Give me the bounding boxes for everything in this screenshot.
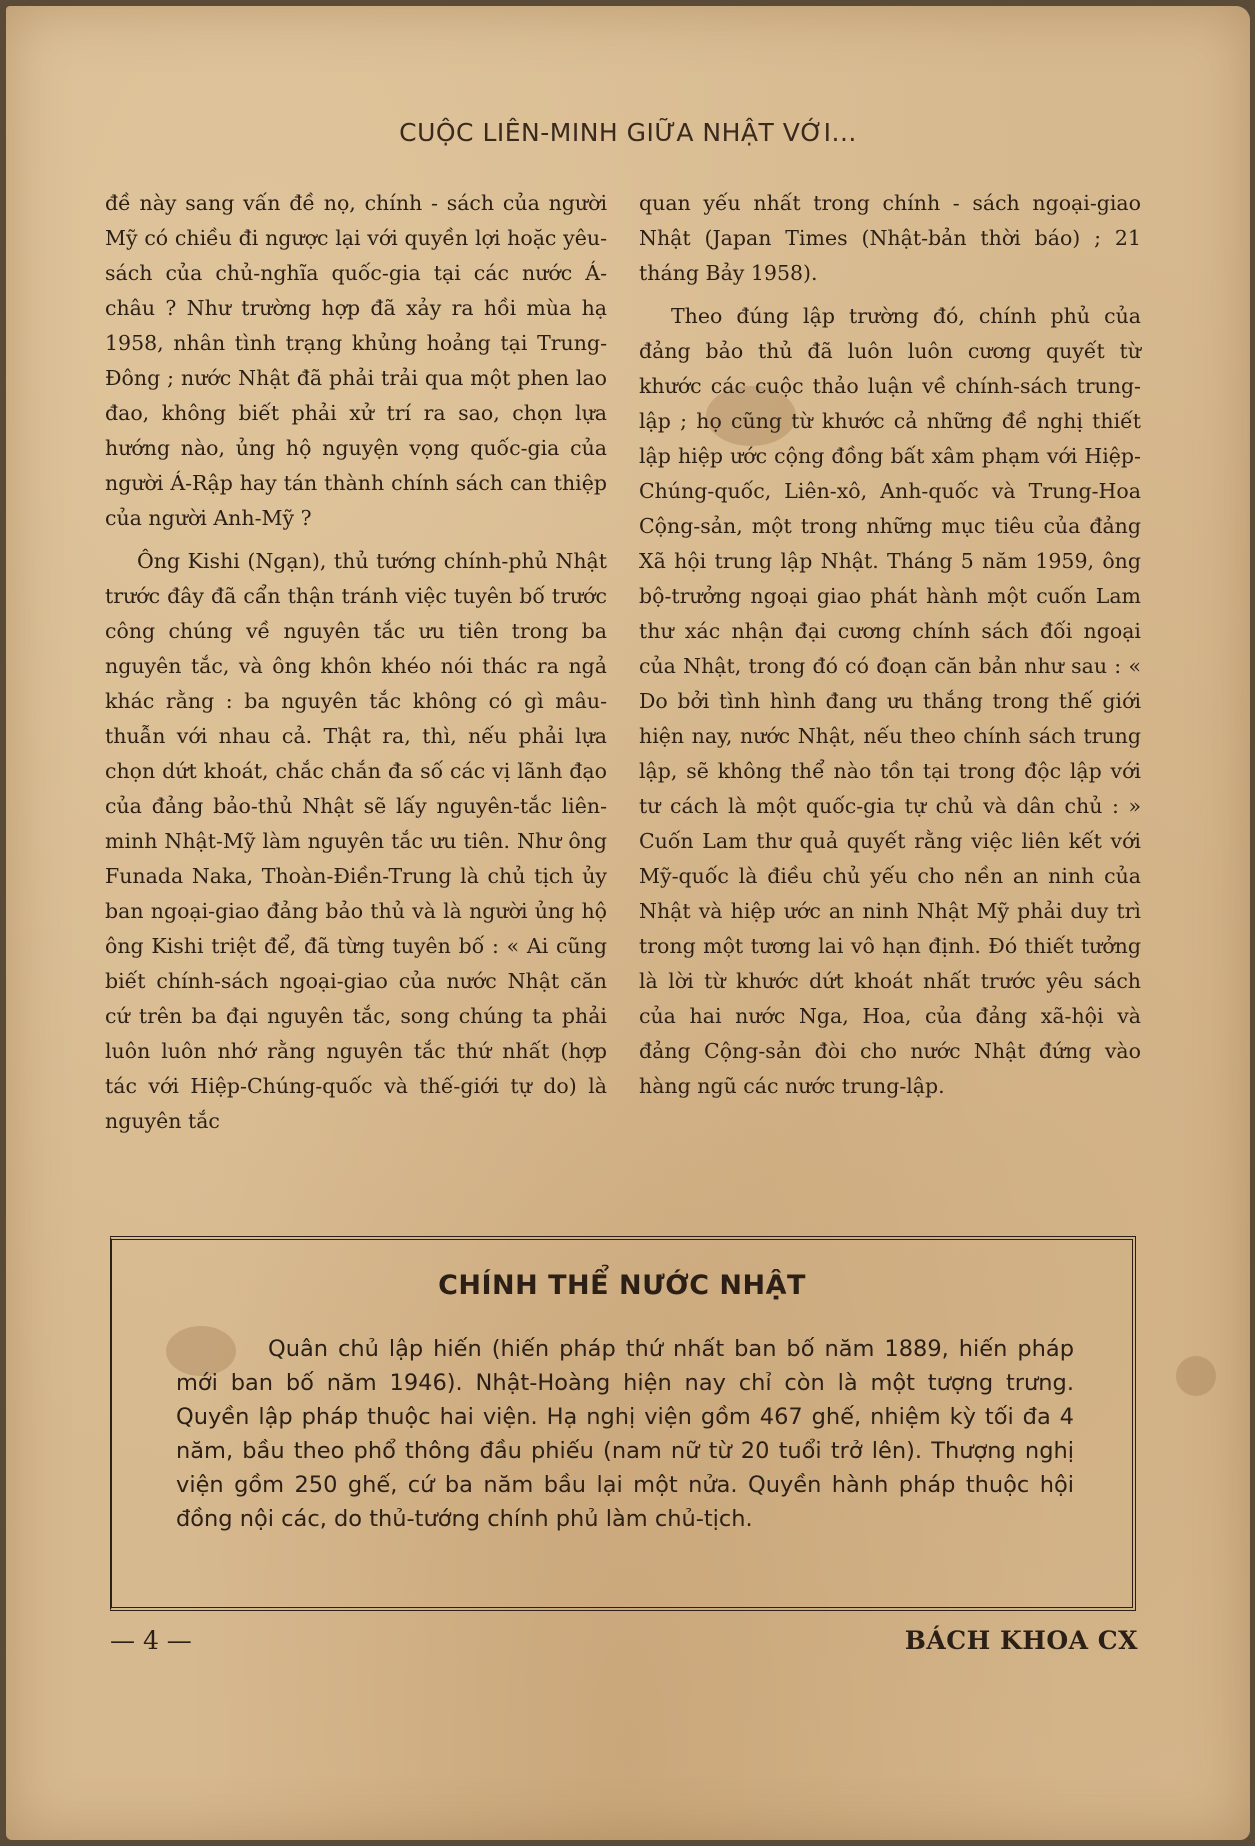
sidebar-box [110, 1236, 1136, 1611]
paragraph: Ông Kishi (Ngạn), thủ tướng chính-phủ Nhật trước đây đã cẩn thận tránh việc tuyên bố trước công chúng về nguyên tắc ưu tiên trong ba nguyên tắc, và ông khôn khéo nói thác ra ngả khác rằng : ba nguyên tắc không có gì mâu-thuẫn với nhau cả. Thật ra, thì, nếu phải lựa chọn dứt khoát, chắc chắn đa số các vị lãnh đạo của đảng bảo-thủ Nhật sẽ lấy nguyên-tắc liên-minh Nhật-Mỹ làm nguyên tắc ưu tiên. Như ông Funada Naka, Thoàn-Điền-Trung là chủ tịch ủy ban ngoại-giao đảng bảo thủ và là người ủng hộ ông Kishi triệt để, đã từng tuyên bố : « Ai cũng biết chính-sách ngoại-giao của nước Nhật căn cứ trên ba đại nguyên tắc, song chúng ta phải luôn luôn nhớ rằng nguyên tắc thứ nhất (hợp tác với Hiệp-Chúng-quốc và thế-giới tự do) là nguyên tắc [105, 549, 607, 1133]
right-column [639, 186, 1141, 1112]
box-title: CHÍNH THỂ NƯỚC NHẬT [438, 1270, 806, 1301]
paragraph: Theo đúng lập trường đó, chính phủ của đảng bảo thủ đã luôn luôn cương quyết từ khước các cuộc thảo luận về chính-sách trung-lập ; họ cũng từ khước cả những đề nghị thiết lập hiệp ước cộng đồng bất xâm phạm với Hiệp-Chúng-quốc, Liên-xô, Anh-quốc và Trung-Hoa Cộng-sản, một trong những mục tiêu của đảng Xã hội trung lập Nhật. Tháng 5 năm 1959, ông bộ-trưởng ngoại giao phát hành một cuốn Lam thư xác nhận đại cương chính sách đối ngoại của Nhật, trong đó có đoạn căn bản như sau : « Do bởi tình hình đang ưu thắng trong thế giới hiện nay, nước Nhật, nếu theo chính sách trung lập, sẽ không thể nào tồn tại trong độc lập với tư cách là một quốc-gia tự chủ và dân chủ : » Cuốn Lam thư quả quyết rằng việc liên kết với Mỹ-quốc là điều chủ yếu cho nền an ninh của Nhật và hiệp ước an ninh Nhật Mỹ phải duy trì trong một tương lai vô hạn định. Đó thiết tưởng là lời từ khước dứt khoát nhất trước yêu sách của hai nước Nga, Hoa, của đảng xã-hội và đảng Cộng-sản đòi cho nước Nhật đứng vào hàng ngũ các nước trung-lập. [639, 304, 1141, 1098]
running-title: CUỘC LIÊN-MINH GIỮA NHẬT VỚI... [399, 118, 857, 147]
magazine-name: BÁCH KHOA CX [904, 1626, 1138, 1655]
page-number: — 4 — [110, 1626, 192, 1655]
paragraph: đề này sang vấn đề nọ, chính - sách của người Mỹ có chiều đi ngược lại với quyền lợi hoặc yêu-sách của chủ-nghĩa quốc-gia tại các nước Á-châu ? Như trường hợp đã xảy ra hồi mùa hạ 1958, nhân tình trạng khủng hoảng tại Trung-Đông ; nước Nhật đã phải trải qua một phen lao đao, không biết phải xử trí ra sao, chọn lựa hướng nào, ủng hộ nguyện vọng quốc-gia của người Á-Rập hay tán thành chính sách can thiệp của người Anh-Mỹ ? [105, 191, 607, 530]
left-column [105, 186, 607, 1147]
paragraph: quan yếu nhất trong chính - sách ngoại-giao Nhật (Japan Times (Nhật-bản thời báo) ; 21 tháng Bảy 1958). [639, 191, 1141, 285]
paper-stain [1176, 1356, 1216, 1396]
box-text: Quân chủ lập hiến (hiến pháp thứ nhất ban bố năm 1889, hiến pháp mới ban bố năm 1946). Nhật-Hoàng hiện nay chỉ còn là một tượng trưng. Quyền lập pháp thuộc hai viện. Hạ nghị viện gồm 467 ghế, nhiệm kỳ tối đa 4 năm, bầu theo phổ thông đầu phiếu (nam nữ từ 20 tuổi trở lên). Thượng nghị viện gồm 250 ghế, cứ ba năm bầu lại một nửa. Quyền hành pháp thuộc hội đồng nội các, do thủ-tướng chính phủ làm chủ-tịch. [176, 1336, 1074, 1532]
magazine-page [6, 6, 1250, 1840]
